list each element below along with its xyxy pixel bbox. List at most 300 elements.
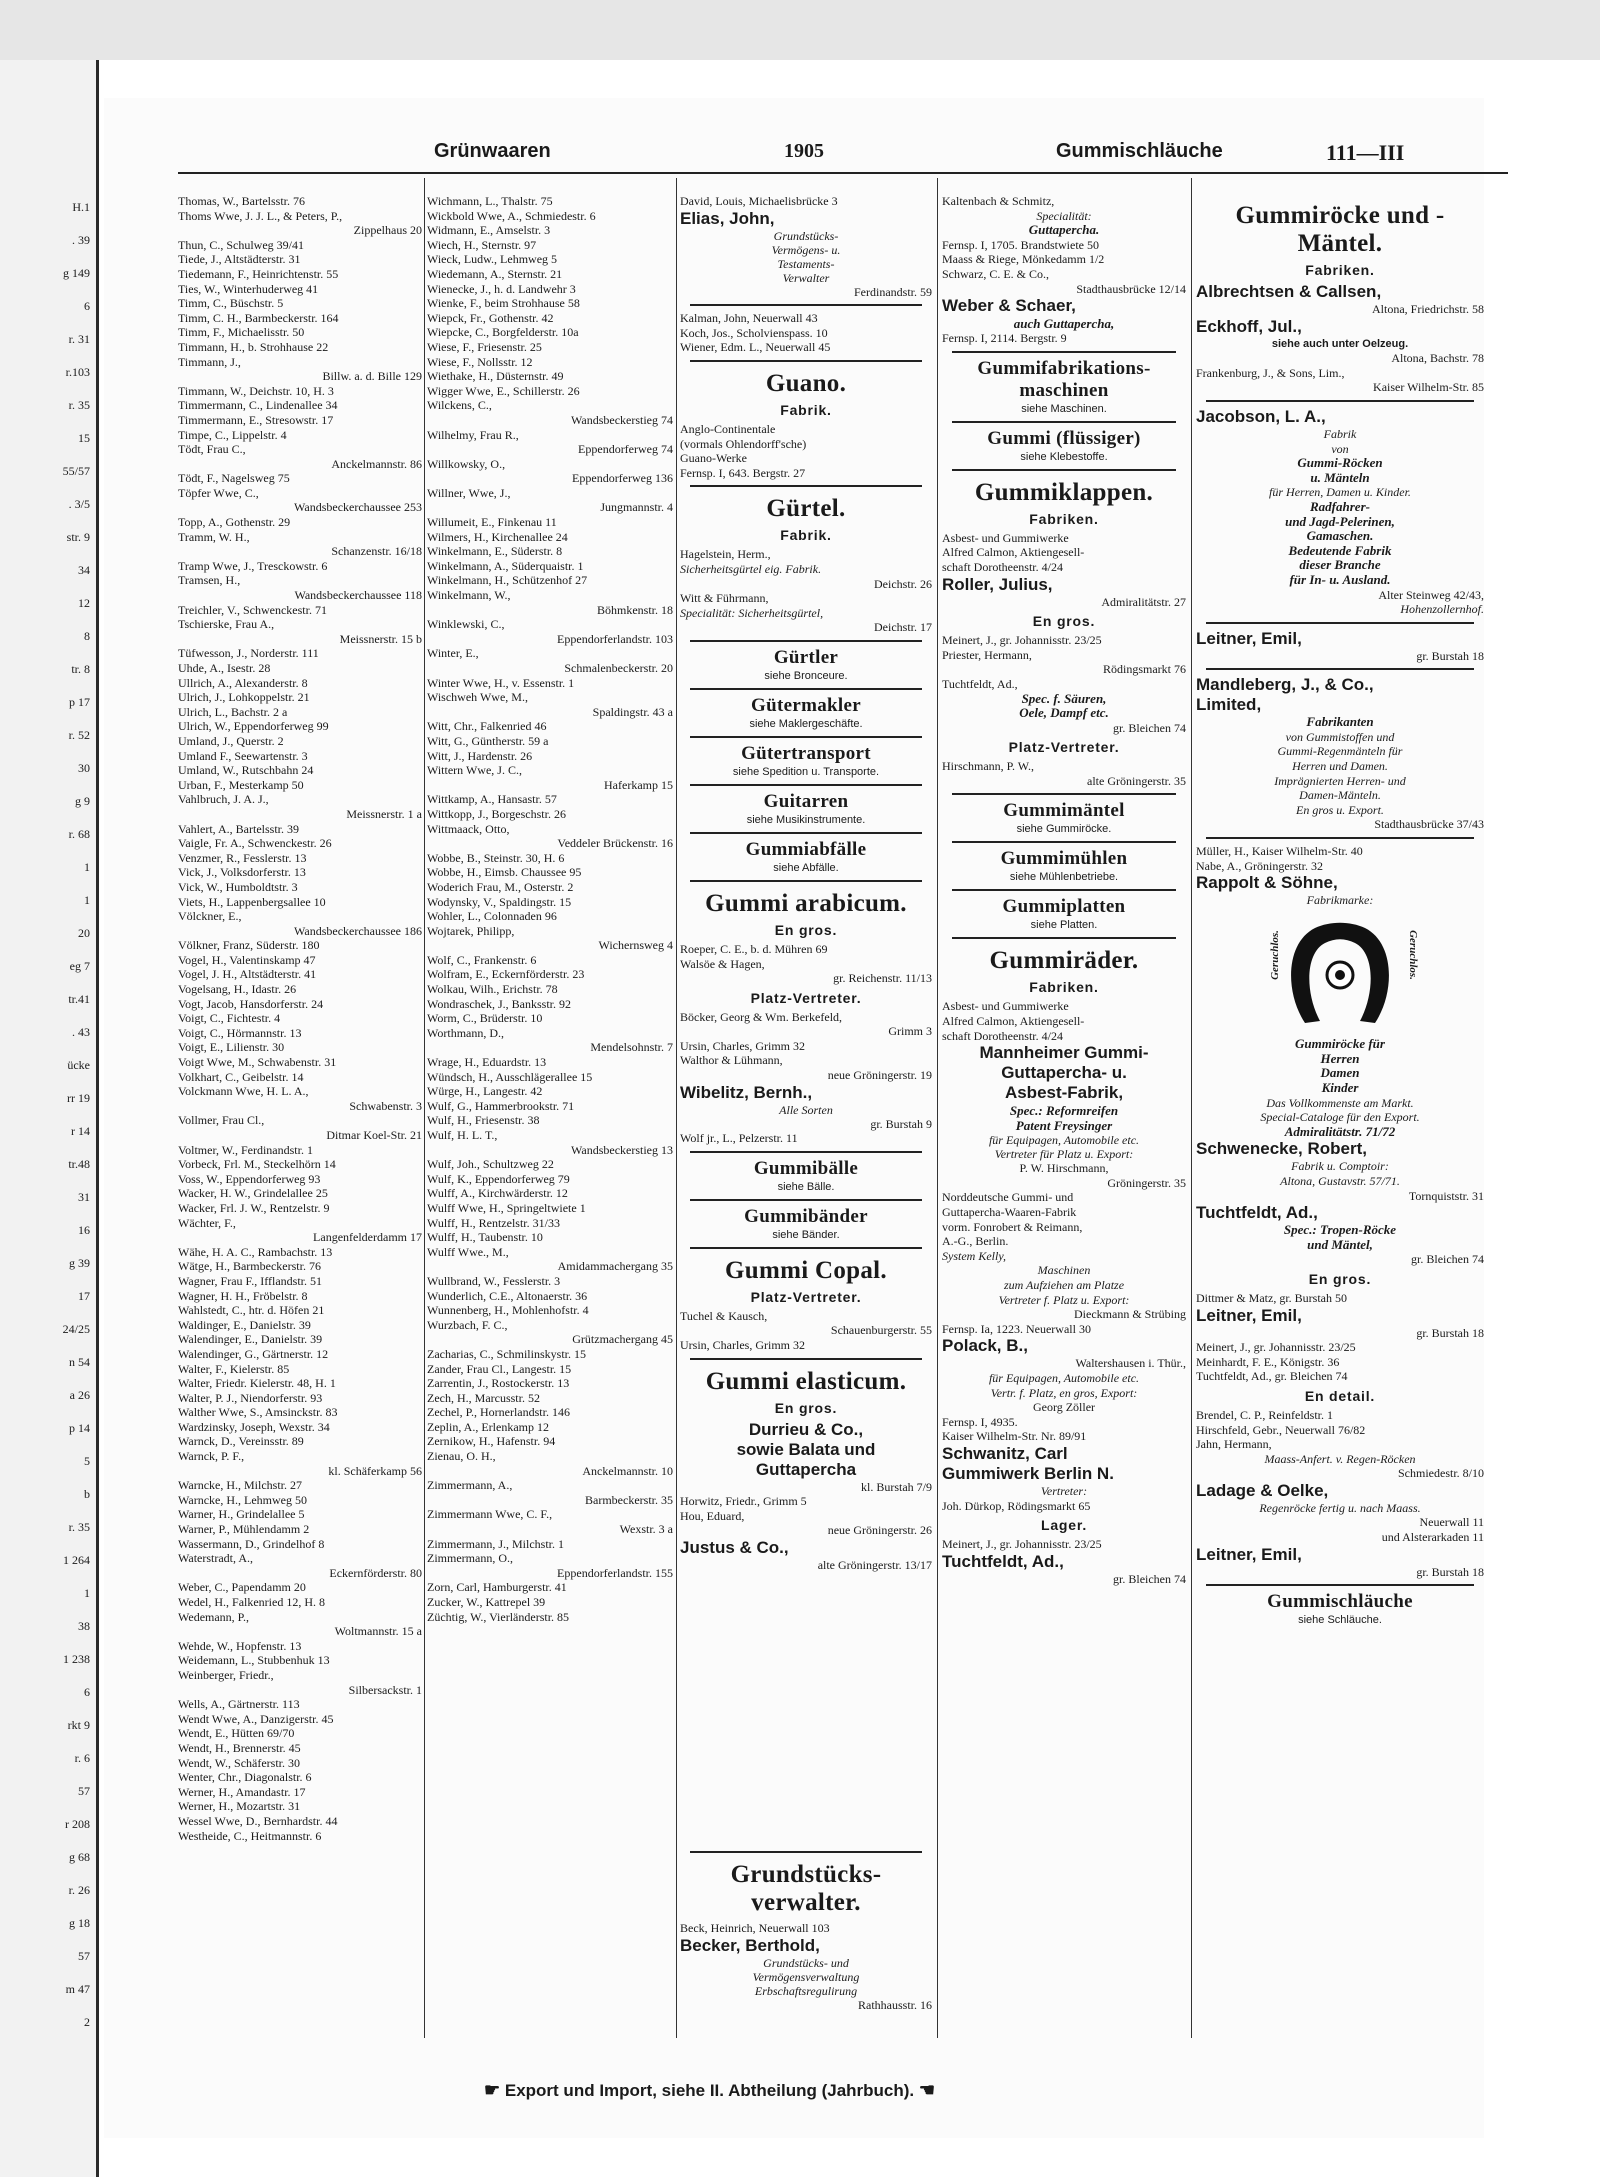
directory-entry: Wassermann, D., Grindelhof 8 (178, 1536, 325, 1551)
directory-entry: Timmann, H., b. Strohhause 22 (178, 339, 329, 354)
previous-page-fragment: 30 (78, 761, 90, 775)
directory-entry: Wunnenberg, H., Mohlenhofstr. 4 (427, 1303, 589, 1318)
directory-entry: Thomas, W., Bartelsstr. 76 (178, 194, 305, 208)
directory-entry: Nabe, A., Gröningerstr. 32 (1196, 858, 1323, 873)
directory-entry: Ulrich, J., Lohkoppelstr. 21 (178, 690, 310, 705)
previous-page-fragment: 1 (84, 860, 90, 874)
directory-entry: Westheide, C., Heitmannstr. 6 (178, 1828, 322, 1843)
directory-entry: gr. Bleichen 74 (1113, 720, 1186, 735)
advert-address: Altona, Friedrichstr. 58 (1372, 302, 1484, 316)
directory-entry: Wullbrand, W., Fesslerstr. 3 (427, 1273, 561, 1288)
directory-entry: Tornquiststr. 31 (1408, 1188, 1484, 1203)
directory-entry: Meinert, J., gr. Johannisstr. 23/25 (942, 633, 1102, 648)
previous-page-fragment: 5 (84, 1454, 90, 1468)
directory-entry: System Kelly, (942, 1248, 1006, 1263)
advert-address: Ferdinandstr. 59 (854, 284, 932, 299)
advert-justus: Justus & Co., (680, 1538, 789, 1557)
page-header (104, 140, 1484, 170)
section-subheading: En gros. (774, 921, 838, 938)
previous-page-fragment: r. 68 (68, 827, 90, 841)
directory-entry: Grimm 3 (888, 1024, 932, 1039)
directory-entry: Alfred Calmon, Aktiengesell- (942, 1014, 1085, 1029)
section-title: Gummimäntel (1003, 800, 1125, 822)
advert-schwenecke: Schwenecke, Robert, (1196, 1139, 1368, 1159)
section-title-guertel: Gürtel. (766, 495, 846, 523)
section-title: Guitarren (763, 790, 849, 812)
previous-page-fragment: 2 (84, 2015, 90, 2029)
see-reference: siehe Maschinen. (1021, 402, 1107, 415)
section-rule (1206, 1584, 1474, 1586)
directory-entry: von Gummistoffen und (1285, 729, 1395, 744)
directory-entry: Uhde, A., Isestr. 28 (178, 661, 271, 675)
directory-entry: Specialität: Sicherheitsgürtel, (680, 605, 824, 620)
directory-entry: Zimmermann, O., (427, 1551, 513, 1566)
directory-entry: Schmiedestr. 8/10 (1398, 1466, 1484, 1481)
directory-entry: Wolf, C., Frankenstr. 6 (427, 952, 537, 967)
directory-entry: Fernsp. I, 1705. Brandstwiete 50 (942, 237, 1099, 252)
directory-entry: Deichstr. 26 (874, 576, 932, 591)
section-rule (952, 889, 1176, 891)
directory-entry: Walter, Friedr. Kielerstr. 48, H. 1 (178, 1376, 336, 1391)
advert-leitner: Leitner, Emil, (1196, 1544, 1302, 1564)
directory-entry: Kinder (1321, 1081, 1359, 1095)
advert-eckhoff: Eckhoff, Jul., (1196, 316, 1302, 336)
directory-entry: Jahn, Hermann, (1196, 1437, 1272, 1452)
directory-entry: Barmbeckerstr. 35 (585, 1492, 673, 1507)
directory-entry: Zimmermann, J., Milchstr. 1 (427, 1536, 564, 1551)
directory-entry: Langenfelderdamm 17 (313, 1230, 422, 1245)
directory-entry: Tuchtfeldt, Ad., gr. Bleichen 74 (1196, 1369, 1348, 1384)
directory-entry: Wobbe, B., Steinstr. 30, H. 6 (427, 850, 565, 865)
directory-entry: Hirschmann, P. W., (942, 759, 1035, 774)
section-rule (690, 784, 922, 786)
directory-entry: schaft Dorotheenstr. 4/24 (942, 1028, 1063, 1043)
directory-entry: Witt & Führmann, (680, 591, 769, 606)
section-title-guano: Guano. (765, 369, 847, 397)
directory-entry: Brendel, C. P., Reinfeldstr. 1 (1196, 1407, 1333, 1422)
column-divider (424, 178, 425, 2038)
advert-name-line: Guttapercha (755, 1459, 857, 1479)
directory-entry: Admiralitätstr. 71/72 (1284, 1124, 1396, 1139)
directory-entry: Urban, F., Mesterkamp 50 (178, 777, 304, 792)
previous-page-fragment: tr.41 (68, 992, 90, 1006)
directory-entry: Anckelmannstr. 10 (582, 1463, 673, 1478)
directory-entry: Alfred Calmon, Aktiengesell- (942, 545, 1085, 560)
previous-page-fragment: r. 35 (68, 398, 90, 412)
directory-entry: Wehde, W., Hopfenstr. 13 (178, 1638, 302, 1653)
directory-entry: Vollmer, Frau Cl., (178, 1113, 265, 1128)
previous-page-fragment: rr 19 (67, 1091, 90, 1105)
directory-entry: En gros u. Export. (1296, 802, 1384, 817)
directory-entry: Voltmer, W., Ferdinandstr. 1 (178, 1142, 313, 1157)
previous-page-fragment: 1 264 (63, 1553, 90, 1567)
directory-entry: Timm, F., Michaelisstr. 50 (178, 325, 305, 340)
previous-page-fragment: 1 238 (63, 1652, 90, 1666)
directory-entry: Kaiser Wilhelm-Str. 85 (1373, 380, 1484, 395)
horseshoe-icon (1280, 913, 1400, 1033)
column-3 (680, 194, 932, 1573)
footer-text: Export und Import, siehe II. Abtheilung (Jahrbuch). (504, 2081, 915, 2100)
directory-entry: Wardzinsky, Joseph, Wexstr. 34 (178, 1419, 330, 1434)
section-subheading: Fabriken. (1305, 262, 1375, 278)
directory-entry: Wulff, H., Taubenstr. 10 (427, 1230, 543, 1245)
directory-entry: Wandsbeckerchaussee 186 (294, 923, 422, 938)
directory-entry: dieser Branche (1299, 558, 1381, 573)
column-1 (178, 194, 422, 1843)
directory-entry: Wiepcke, C., Borgfelderstr. 10a (427, 325, 579, 340)
directory-entry: Walendinger, G., Gärtnerstr. 12 (178, 1346, 329, 1361)
previous-page-fragment: 1 (84, 1586, 90, 1600)
directory-entry: Timm, C., Büschstr. 5 (178, 296, 284, 311)
directory-entry: Umland, J., Querstr. 2 (178, 733, 284, 748)
directory-entry: Asbest- und Gummiwerke (942, 999, 1069, 1014)
grundstuecksverwalter-section (680, 1846, 932, 2012)
directory-entry: Wigger Wwe, E., Schillerstr. 26 (427, 383, 580, 398)
directory-entry: Vertreter: (1040, 1483, 1088, 1498)
directory-entry: Haferkamp 15 (604, 777, 673, 792)
directory-entry: Gummi-Regenmänteln für (1277, 744, 1403, 759)
directory-entry: Hohenzollernhof. (1400, 602, 1484, 617)
directory-entry: Tödt, Frau C., (178, 442, 246, 457)
directory-entry: Rödingsmarkt 76 (1103, 662, 1186, 677)
advert-address: Gröningerstr. 35 (1107, 1175, 1186, 1190)
previous-page-fragment: g 68 (69, 1850, 90, 1864)
directory-entry: Zimmermann Wwe, C. F., (427, 1507, 553, 1522)
directory-entry: Wichmann, L., Thalstr. 75 (427, 194, 553, 208)
directory-entry: Tramp Wwe, J., Tresckowstr. 6 (178, 558, 328, 573)
column-2 (427, 194, 673, 1624)
directory-entry: Witt, Chr., Falkenried 46 (427, 719, 547, 734)
directory-entry: Volkhart, C., Geibelstr. 14 (178, 1069, 304, 1084)
directory-entry: Wittkopp, J., Borgeschstr. 26 (427, 806, 566, 821)
directory-entry: Wolkau, Wilh., Erichstr. 78 (427, 982, 558, 997)
directory-entry: Wilhelmy, Frau R., (427, 427, 519, 442)
advert-spec: für Equipagen, Automobile etc. (988, 1133, 1140, 1148)
directory-entry: Timmann, W., Deichstr. 10, H. 3 (178, 383, 334, 398)
advert-spec: Verwalter (782, 270, 830, 285)
directory-entry: David, Louis, Michaelisbrücke 3 (680, 194, 838, 208)
advert-address: gr. Burstah 9 (870, 1116, 932, 1131)
directory-entry: Wandsbeckerchaussee 118 (294, 588, 422, 603)
directory-entry: Woderich Frau, M., Osterstr. 2 (427, 879, 574, 894)
directory-entry: Vahlbruch, J. A. J., (178, 792, 269, 807)
directory-entry: Wiener, Edm. L., Neuerwall 45 (680, 340, 831, 355)
directory-entry: Schanzenstr. 16/18 (331, 544, 422, 559)
directory-entry: Zernikow, H., Hafenstr. 94 (427, 1434, 556, 1449)
directory-entry: Kalman, John, Neuerwall 43 (680, 311, 818, 326)
column-divider (937, 178, 938, 2038)
directory-entry: Dieckmann & Strübing (1074, 1307, 1186, 1322)
section-subheading: Lager. (1040, 1517, 1088, 1534)
directory-entry: Wulf, H. L. T., (427, 1128, 498, 1142)
directory-entry: Wichernsweg 4 (598, 938, 673, 953)
directory-entry: Horwitz, Friedr., Grimm 5 (680, 1494, 807, 1509)
directory-entry: Jungmannstr. 4 (600, 500, 673, 515)
directory-entry: Joh. Dürkop, Rödingsmarkt 65 (942, 1498, 1091, 1513)
section-title: Gütertransport (741, 742, 871, 764)
previous-page-fragment: tr. 8 (71, 662, 90, 676)
directory-entry: vorm. Fonrobert & Reimann, (942, 1219, 1083, 1234)
section-rule (952, 421, 1176, 423)
directory-entry: Wunderlich, C.E., Altonaerstr. 36 (427, 1288, 588, 1303)
directory-entry: Wedel, H., Falkenried 12, H. 8 (178, 1595, 325, 1609)
directory-entry: und Jagd-Pelerinen, (1285, 514, 1395, 529)
directory-entry: Ursin, Charles, Grimm 32 (680, 1038, 805, 1053)
advert-address: kl. Burstah 7/9 (861, 1479, 932, 1494)
directory-entry: Tüfwesson, J., Norderstr. 111 (178, 646, 319, 661)
advert-name-line: Mandleberg, J., & Co., (1196, 675, 1374, 695)
previous-page-fragment: g 9 (75, 794, 90, 808)
directory-entry: Winkelmann, H., Schützenhof 27 (427, 573, 588, 588)
directory-entry: Weidemann, L., Stubbenhuk 13 (178, 1653, 330, 1668)
directory-entry: Walsöe & Hagen, (680, 956, 765, 971)
previous-page-fragment: tr.48 (68, 1157, 90, 1171)
directory-entry: Schwabenstr. 3 (349, 1098, 422, 1113)
previous-page-fragment: 1 (84, 893, 90, 907)
directory-entry: Altona, Bachstr. 78 (1391, 351, 1484, 366)
directory-entry: Wätge, H., Barmbeckerstr. 76 (178, 1259, 321, 1274)
directory-entry: Schwarz, C. E. & Co., (942, 266, 1049, 281)
directory-entry: Eppendorferlandstr. 103 (557, 631, 673, 646)
directory-entry: Wolfram, E., Eckernförderstr. 23 (427, 967, 585, 982)
previous-page-fragment: r 208 (65, 1817, 90, 1831)
directory-entry: Voigt Wwe, M., Schwabenstr. 31 (178, 1055, 337, 1070)
section-rule (952, 793, 1176, 795)
section-rule (690, 688, 922, 690)
pointing-hand-icon: ☚ (918, 2080, 936, 2100)
section-rule (952, 841, 1176, 843)
directory-entry: Maschinen (1037, 1263, 1091, 1278)
directory-entry: Müller, H., Kaiser Wilhelm-Str. 40 (1196, 844, 1363, 859)
previous-page-fragment: p 14 (69, 1421, 90, 1435)
section-rule (952, 351, 1176, 353)
directory-entry: Wedemann, P., (178, 1609, 250, 1624)
directory-page (104, 98, 1484, 2138)
directory-entry: Voss, W., Eppendorferweg 93 (178, 1171, 321, 1186)
directory-entry: Gummi-Röcken (1297, 456, 1383, 471)
directory-entry: Winklewski, C., (427, 617, 505, 632)
directory-entry: Woltmannstr. 15 a (334, 1624, 422, 1639)
directory-entry: Amidammachergang 35 (557, 1259, 673, 1274)
directory-entry: Wenter, Chr., Diagonalstr. 6 (178, 1770, 312, 1785)
section-rule (690, 1199, 922, 1201)
directory-entry: Wilmers, H., Kirchenallee 24 (427, 529, 568, 544)
directory-entry: Walther Wwe, S., Amsinckstr. 83 (178, 1405, 338, 1420)
directory-entry: Fernsp. I, 4935. (942, 1414, 1018, 1429)
header-year: 1905 (784, 140, 824, 162)
page-footer (484, 2080, 935, 2101)
directory-entry: Vogel, H., Valentinskamp 47 (178, 952, 316, 967)
directory-entry: von (1331, 441, 1349, 456)
directory-entry: Fabrik (1323, 426, 1357, 441)
header-left-keyword: Grünwaaren (434, 140, 551, 162)
directory-entry: Waltershausen i. Thür., (1075, 1356, 1186, 1371)
directory-entry: Zienau, O. H., (427, 1449, 496, 1464)
advert-leitner: Leitner, Emil, (1196, 1305, 1302, 1325)
previous-page-fragment: b (84, 1487, 90, 1501)
section-title: Gummimühlen (1000, 848, 1128, 870)
directory-entry: Meinert, J., gr. Johannisstr. 23/25 (1196, 1340, 1356, 1355)
previous-page-fragment: 6 (84, 299, 90, 313)
directory-entry: Wobbe, H., Eimsb. Chaussee 95 (427, 865, 582, 880)
directory-entry: Eppendorferlandstr. 155 (557, 1565, 673, 1580)
directory-entry: Tramm, W. H., (178, 529, 250, 544)
previous-page-fragment: 34 (78, 563, 90, 577)
directory-entry: Völckner, E., (178, 909, 242, 924)
directory-entry: Wienke, F., beim Strohhause 58 (427, 296, 580, 311)
directory-entry: Beck, Heinrich, Neuerwall 103 (680, 1921, 830, 1935)
advert-spec: Vertreter für Platz u. Export: (994, 1147, 1134, 1162)
section-rule (690, 640, 922, 642)
directory-entry: Witt, J., Hardenstr. 26 (427, 748, 533, 763)
directory-entry: Böhmkenstr. 18 (596, 602, 673, 617)
previous-page-fragment: a 26 (69, 1388, 90, 1402)
directory-entry: Weinberger, Friedr., (178, 1667, 274, 1682)
section-title-gummischlaeuche: Gummischläuche (1267, 1591, 1413, 1613)
directory-entry: Wondraschek, J., Banksstr. 92 (427, 996, 572, 1011)
directory-entry: Worthmann, D., (427, 1025, 505, 1040)
previous-page-fragment: rkt 9 (67, 1718, 90, 1732)
directory-entry: Vick, W., Humboldtstr. 3 (178, 879, 298, 894)
directory-entry: Koch, Jos., Scholvienspass. 10 (680, 325, 828, 340)
previous-page-fragment: . 39 (72, 233, 90, 247)
advert-name-line: Asbest-Fabrik, (1004, 1083, 1124, 1103)
directory-entry: Wickbold Wwe, A., Schmiedestr. 6 (427, 208, 596, 223)
advert-spec: Testaments- (777, 256, 835, 271)
previous-page-fragment: 31 (78, 1190, 90, 1204)
directory-entry: für Herren, Damen u. Kinder. (1269, 485, 1411, 500)
previous-page-fragment: eg 7 (69, 959, 90, 973)
see-reference: siehe Klebestoffe. (1020, 450, 1108, 463)
directory-entry: Hagelstein, Herm., (680, 547, 771, 562)
column-divider (1191, 178, 1192, 2038)
directory-entry: Voigt, E., Lilienstr. 30 (178, 1040, 285, 1055)
advert-spec: Fabrikmarke: (1306, 893, 1374, 908)
directory-entry: Bedeutende Fabrik (1288, 543, 1392, 558)
logo-word-left: Geruchlos. (1268, 930, 1281, 981)
previous-page-fragment: ücke (67, 1058, 90, 1072)
directory-entry: Guttapercha-Waaren-Fabrik (942, 1205, 1077, 1220)
directory-entry: Venzmer, R., Fesslerstr. 13 (178, 850, 307, 865)
directory-entry: Meissnerstr. 15 b (339, 631, 422, 646)
pointing-hand-icon: ☛ (484, 2080, 501, 2100)
directory-entry: Maass-Anfert. v. Regen-Röcken (1264, 1451, 1416, 1466)
directory-entry: Wexstr. 3 a (619, 1522, 673, 1537)
directory-entry: Willner, Wwe, J., (427, 485, 511, 500)
see-reference: siehe Mühlenbetriebe. (1009, 871, 1119, 884)
previous-page-fragment: 17 (78, 1289, 90, 1303)
directory-entry: Herren (1320, 1051, 1360, 1066)
previous-page-fragment: r. 31 (68, 332, 90, 346)
previous-page-fragment: r 14 (71, 1124, 90, 1138)
advert-name-line: Gummiwerk Berlin N. (942, 1463, 1114, 1483)
directory-entry: Wiese, F., Friesenstr. 25 (427, 339, 542, 354)
directory-entry: Vick, J., Volksdorferstr. 13 (178, 865, 306, 880)
directory-entry: Wittern Wwe, J. C., (427, 763, 522, 778)
directory-entry: Stadthausbrücke 12/14 (1076, 281, 1186, 296)
directory-entry: Deichstr. 17 (874, 620, 932, 635)
directory-entry: neue Gröningerstr. 26 (827, 1523, 932, 1538)
directory-entry: Spec.: Tropen-Röcke (1283, 1223, 1397, 1238)
directory-entry: (vormals Ohlendorff'sche) (680, 436, 807, 451)
directory-entry: Wittmaack, Otto, (427, 821, 510, 836)
section-title-gummifabrikationsmaschinen: Gummifabrikations-maschinen (977, 357, 1151, 401)
directory-entry: Völkner, Franz, Süderstr. 180 (178, 938, 320, 953)
previous-page-fragment: p 17 (69, 695, 90, 709)
previous-page-fragment: . 3/5 (68, 497, 90, 511)
section-title: Gürtler (773, 646, 839, 668)
previous-page-fragment: g 39 (69, 1256, 90, 1270)
directory-entry: Vaigle, Fr. A., Schwenckestr. 26 (178, 836, 332, 851)
directory-entry: Veddeler Brückenstr. 16 (557, 836, 673, 851)
directory-entry: Wiech, H., Sternstr. 97 (427, 237, 537, 252)
see-reference: siehe Bronceure. (764, 669, 848, 682)
directory-entry: Spec. f. Säuren, (1021, 691, 1107, 706)
directory-entry: Hirschfeld, Gebr., Neuerwall 76/82 (1196, 1422, 1366, 1437)
directory-entry: Winter Wwe, H., v. Essenstr. 1 (427, 675, 575, 690)
directory-entry: Specialität: (1036, 208, 1092, 223)
directory-entry: Werner, H., Mozartstr. 31 (178, 1799, 301, 1814)
directory-entry: Meinert, J., gr. Johannisstr. 23/25 (942, 1537, 1102, 1552)
directory-entry: Zorn, Carl, Hamburgerstr. 41 (427, 1580, 567, 1595)
directory-entry: Herren und Damen. (1292, 759, 1388, 774)
directory-entry: Altona, Gustavstr. 57/71. (1280, 1173, 1400, 1188)
directory-entry: u. Mänteln (1310, 470, 1370, 485)
section-subheading: Platz-Vertreter. (1008, 739, 1120, 756)
directory-entry: Ulrich, W., Eppendorferweg 99 (178, 719, 329, 734)
directory-entry: Zacharias, C., Schmilinskystr. 15 (427, 1346, 586, 1361)
advert-spec: Alle Sorten (779, 1102, 833, 1117)
directory-entry: Timmermann, E., Stresowstr. 17 (178, 412, 334, 427)
section-rule (690, 1358, 922, 1360)
directory-entry: Tiedemann, F., Heinrichtenstr. 55 (178, 266, 339, 281)
directory-entry: Züchtig, W., Vierländerstr. 85 (427, 1609, 570, 1624)
section-title-gummi-fluessiger: Gummi (flüssiger) (987, 427, 1141, 449)
see-reference: siehe Gummiröcke. (1016, 823, 1112, 836)
directory-entry: Willkowsky, O., (427, 456, 506, 471)
directory-entry: Sicherheitsgürtel eig. Fabrik. (680, 561, 822, 576)
previous-page-fragment: r.103 (65, 365, 90, 379)
section-rule (1206, 668, 1474, 670)
section-title: Gummibänder (744, 1205, 868, 1227)
section-subheading: Fabrik. (780, 527, 832, 544)
section-title-gummiroecke: Gummiröcke und -Mäntel. (1235, 202, 1445, 257)
directory-entry: Walter, F., Kielerstr. 85 (178, 1361, 290, 1376)
advert-spec: Patent Freysinger (1015, 1118, 1113, 1134)
directory-entry: Georg Zöller (1032, 1400, 1096, 1415)
directory-entry: Imprägnierten Herren- und (1274, 773, 1406, 788)
section-title-gummi-copal: Gummi Copal. (725, 1256, 887, 1284)
directory-entry: Worm, C., Brüderstr. 10 (427, 1011, 543, 1026)
directory-entry: Wolf jr., L., Pelzerstr. 11 (680, 1131, 798, 1146)
directory-entry: Wulf, H., Friesenstr. 38 (427, 1113, 540, 1128)
directory-entry: Wieck, Ludw., Lehmweg 5 (427, 252, 558, 267)
advert-name-line: Schwanitz, Carl (942, 1443, 1068, 1463)
previous-page-fragment: g 149 (63, 266, 90, 280)
directory-entry: Zucker, W., Kattrepel 39 (427, 1595, 546, 1609)
directory-entry: Timmermann, C., Lindenallee 34 (178, 398, 338, 413)
directory-entry: Voigt, C., Hörmannstr. 13 (178, 1025, 302, 1040)
directory-entry: Waterstradt, A., (178, 1551, 254, 1566)
directory-entry: und Alsterarkaden 11 (1381, 1530, 1484, 1545)
directory-entry: Wächter, F., (178, 1215, 236, 1230)
directory-entry: Voigt, C., Fichtestr. 4 (178, 1011, 281, 1026)
section-title-gummiklappen: Gummiklappen. (974, 478, 1154, 506)
advert-address: gr. Burstah 18 (1416, 648, 1484, 663)
advert-spec: Vermögensverwaltung (752, 1969, 860, 1984)
directory-entry: Walthor & Lühmann, (680, 1053, 783, 1068)
see-reference: siehe Musikinstrumente. (746, 813, 866, 826)
